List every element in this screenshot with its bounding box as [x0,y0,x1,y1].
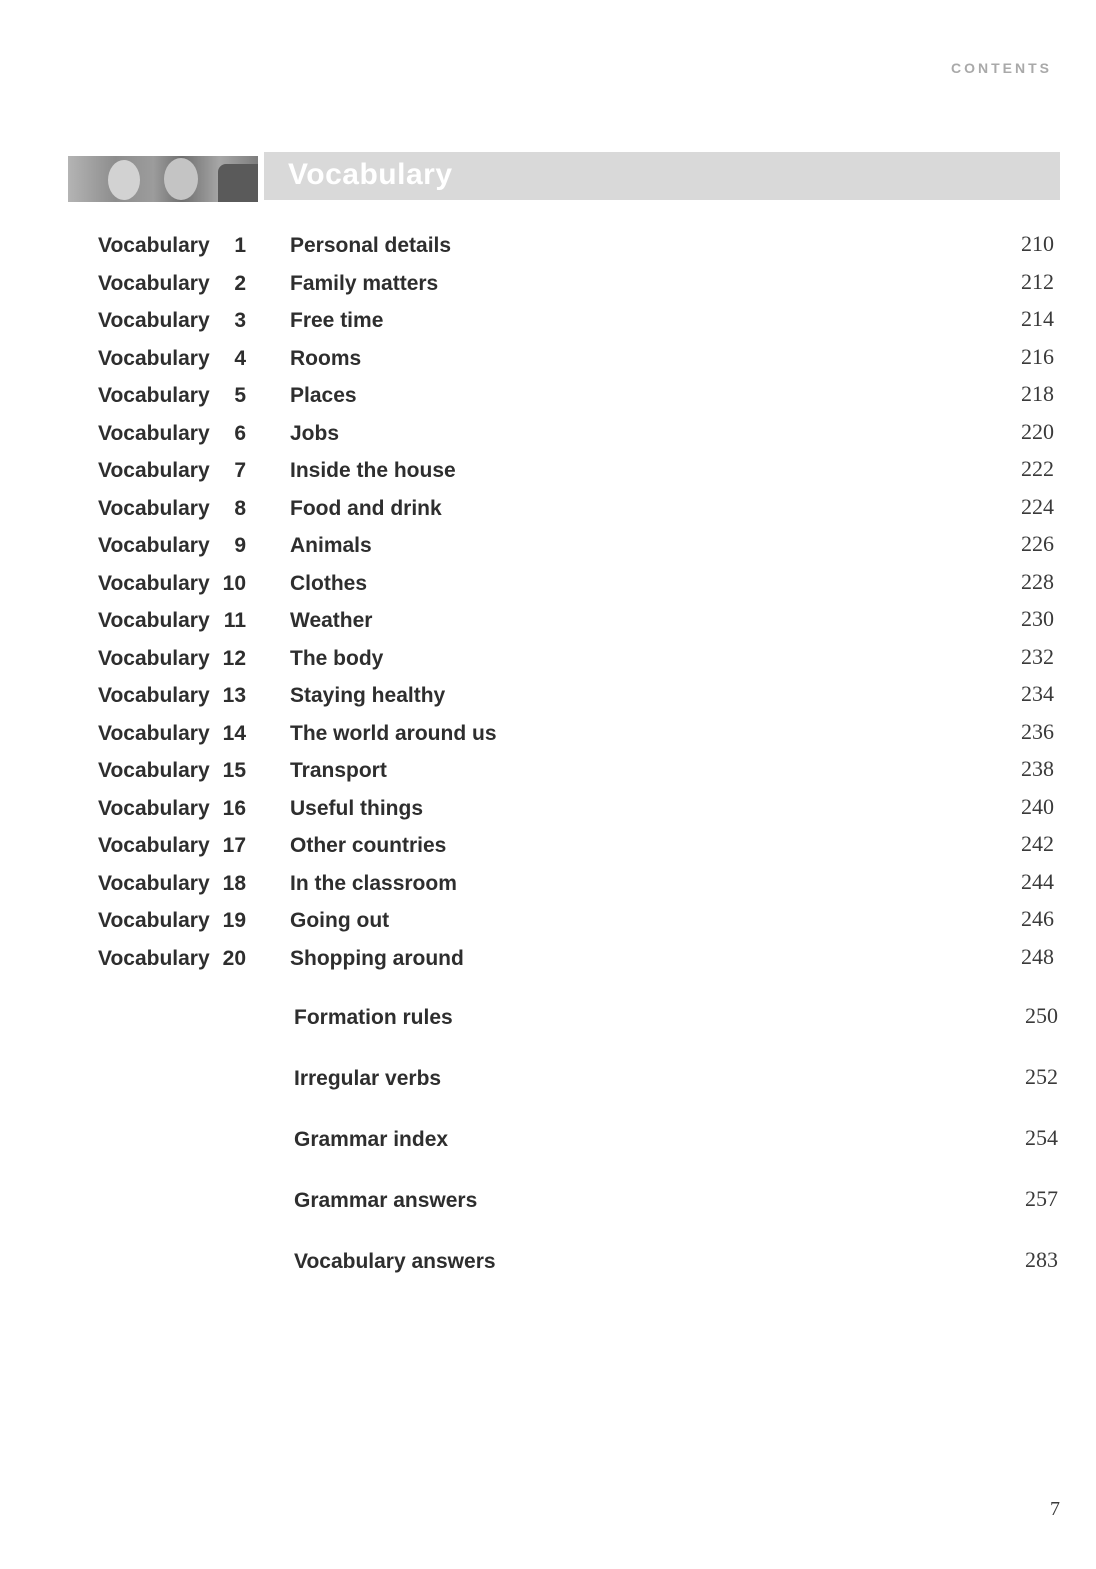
appendix-title: Vocabulary answers [294,1250,496,1273]
unit-label: Vocabulary [98,309,210,332]
unit-title: Places [290,384,357,407]
unit-page: 236 [1021,718,1054,744]
toc-row[interactable] [0,681,1096,714]
unit-title: Shopping around [290,946,464,970]
toc-row[interactable] [0,343,1096,377]
appendix-row[interactable] [0,1125,1096,1158]
toc-row[interactable] [0,606,1096,639]
unit-number: 2 [234,271,246,295]
unit-title: Staying healthy [290,684,446,707]
toc-row[interactable] [0,418,1096,452]
toc-row[interactable] [0,793,1096,827]
toc-row[interactable] [0,231,1096,264]
unit-title: Animals [290,534,372,557]
unit-number: 19 [222,909,246,932]
unit-page: 210 [1021,231,1054,256]
unit-page: 216 [1021,343,1054,369]
unit-label: Vocabulary [98,534,210,557]
unit-label: Vocabulary [98,571,210,595]
page-number: 7 [1050,1498,1060,1520]
toc-row[interactable] [0,643,1096,677]
unit-label: Vocabulary [98,234,210,257]
toc-row[interactable] [0,568,1096,602]
unit-label: Vocabulary [98,684,210,707]
unit-number: 17 [222,834,246,857]
unit-label: Vocabulary [98,834,210,857]
unit-page: 218 [1021,381,1054,406]
unit-number: 4 [234,346,246,370]
toc-row[interactable] [0,756,1096,789]
toc-row[interactable] [0,456,1096,489]
unit-title: Clothes [290,571,368,595]
unit-page: 232 [1021,643,1054,669]
unit-page: 230 [1021,606,1054,631]
appendix-title: Formation rules [294,1006,453,1029]
appendix-page: 254 [1025,1125,1058,1150]
unit-page: 238 [1021,756,1054,781]
unit-number: 16 [222,796,246,820]
unit-label: Vocabulary [98,946,210,970]
toc-row[interactable] [0,268,1096,302]
section-photo [68,156,258,202]
unit-label: Vocabulary [98,421,210,445]
unit-label: Vocabulary [98,609,210,632]
unit-page: 246 [1021,906,1054,931]
unit-title: Personal details [290,234,452,257]
unit-page: 214 [1021,306,1054,331]
unit-label: Vocabulary [98,496,210,520]
unit-title: Jobs [290,421,340,445]
unit-label: Vocabulary [98,459,210,482]
appendix-page: 257 [1025,1186,1058,1211]
unit-page: 244 [1021,868,1054,894]
unit-label: Vocabulary [98,384,210,407]
unit-page: 234 [1021,681,1054,706]
toc-row[interactable] [0,943,1096,977]
unit-title: The body [290,646,384,670]
unit-number: 15 [222,759,246,782]
unit-page: 240 [1021,793,1054,819]
unit-title: In the classroom [290,871,457,895]
unit-number: 20 [222,946,246,970]
toc-row[interactable] [0,306,1096,339]
running-head: CONTENTS [951,60,1052,76]
toc-row[interactable] [0,381,1096,414]
unit-number: 5 [234,384,246,407]
unit-title: Going out [290,909,390,932]
unit-title: Rooms [290,346,362,370]
appendix-row[interactable] [0,1003,1096,1036]
unit-label: Vocabulary [98,796,210,820]
toc-row[interactable] [0,868,1096,902]
appendix-title: Grammar answers [294,1189,478,1212]
toc-row[interactable] [0,831,1096,864]
appendix-page: 250 [1025,1003,1058,1028]
unit-number: 14 [222,721,246,745]
unit-title: Food and drink [290,496,442,520]
unit-label: Vocabulary [98,271,210,295]
unit-title: Weather [290,609,373,632]
unit-number: 6 [234,421,246,445]
unit-number: 9 [234,534,246,557]
unit-number: 1 [234,234,246,257]
unit-page: 248 [1021,943,1054,969]
toc-row[interactable] [0,493,1096,527]
unit-page: 226 [1021,531,1054,556]
unit-title: Transport [290,759,387,782]
unit-number: 10 [222,571,246,595]
unit-label: Vocabulary [98,909,210,932]
unit-page: 242 [1021,831,1054,856]
photo-face-left [108,160,140,200]
appendix-row[interactable] [0,1186,1096,1219]
unit-number: 18 [222,871,246,895]
unit-title: The world around us [290,721,497,745]
unit-title: Other countries [290,834,447,857]
unit-page: 212 [1021,268,1054,294]
unit-title: Useful things [290,796,424,820]
appendix-title: Grammar index [294,1128,449,1151]
photo-shadow [218,164,258,202]
unit-title: Free time [290,309,384,332]
unit-label: Vocabulary [98,346,210,370]
appendix-page: 252 [1025,1064,1058,1089]
toc-row[interactable] [0,531,1096,564]
unit-page: 222 [1021,456,1054,481]
unit-page: 228 [1021,568,1054,594]
appendix-row[interactable] [0,1064,1096,1097]
unit-label: Vocabulary [98,721,210,745]
appendix-page: 283 [1025,1247,1058,1272]
section-title: Vocabulary [288,158,453,191]
unit-label: Vocabulary [98,871,210,895]
unit-page: 224 [1021,493,1054,519]
unit-title: Family matters [290,271,439,295]
section-banner [264,152,1060,200]
unit-number: 11 [223,609,246,632]
appendix-title: Irregular verbs [294,1067,442,1090]
appendix-row[interactable] [0,1247,1096,1280]
toc-row[interactable] [0,718,1096,752]
unit-label: Vocabulary [98,646,210,670]
unit-number: 13 [222,684,246,707]
unit-number: 12 [222,646,246,670]
unit-title: Inside the house [290,459,456,482]
unit-number: 3 [234,309,246,332]
unit-number: 8 [234,496,246,520]
unit-number: 7 [234,459,246,482]
unit-page: 220 [1021,418,1054,444]
unit-label: Vocabulary [98,759,210,782]
toc-row[interactable] [0,906,1096,939]
photo-face-right [164,158,198,200]
